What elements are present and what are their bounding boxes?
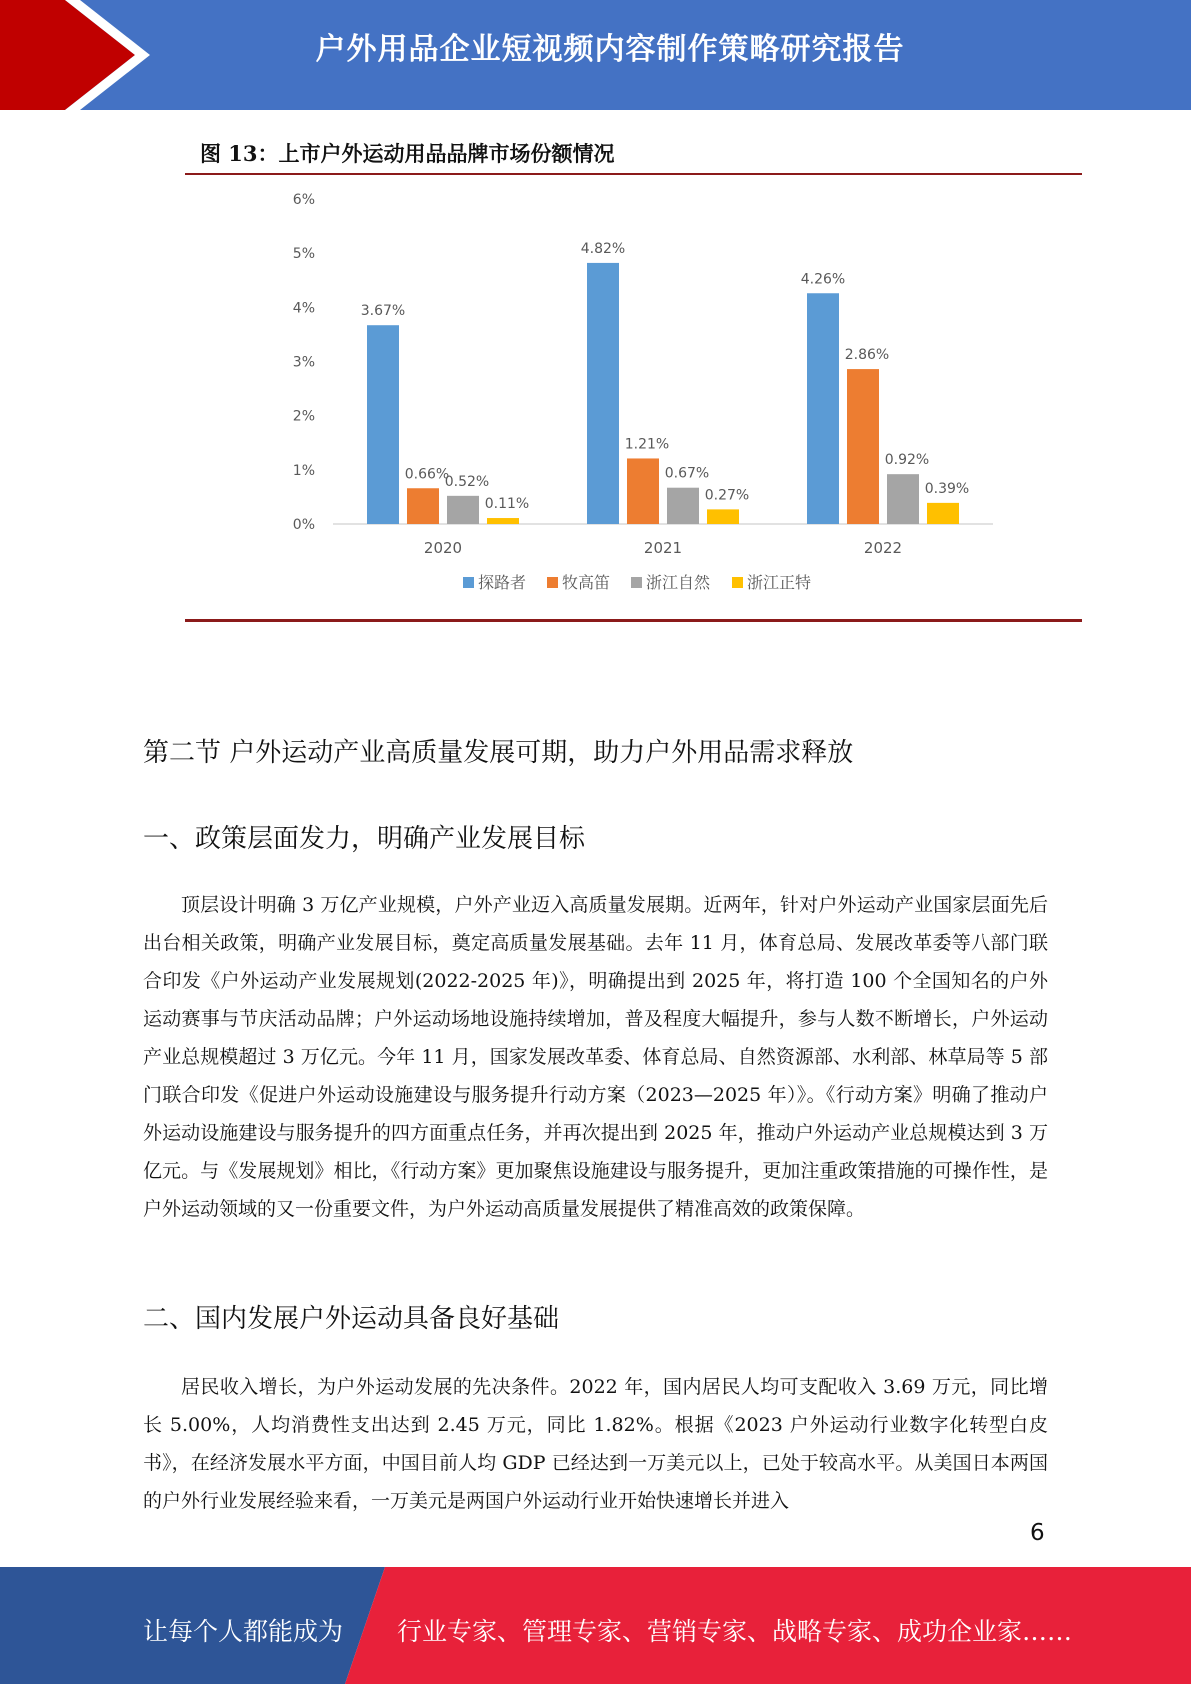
- data-label: 1.21%: [624, 436, 670, 453]
- bar: [447, 496, 479, 524]
- bar: [887, 474, 919, 524]
- legend-label: 牧高笛: [562, 573, 611, 592]
- data-label: 0.92%: [884, 452, 930, 469]
- bar: [707, 509, 739, 524]
- y-tick-label: 4%: [292, 300, 315, 317]
- legend-swatch: [732, 577, 743, 588]
- legend-label: 浙江自然: [646, 573, 711, 592]
- y-tick-label: 2%: [292, 408, 315, 425]
- y-tick-label: 5%: [292, 246, 315, 263]
- data-label: 0.39%: [924, 480, 970, 497]
- legend-swatch: [631, 577, 642, 588]
- bar: [807, 293, 839, 524]
- header-arrow-decoration: [0, 0, 160, 110]
- data-label: 0.67%: [664, 465, 710, 482]
- footer-slogan-left: 让每个人都能成为: [143, 1617, 344, 1646]
- data-label: 2.86%: [844, 347, 890, 364]
- data-label: 0.11%: [484, 496, 530, 513]
- legend-swatch: [547, 577, 558, 588]
- bar: [407, 488, 439, 524]
- bar: [627, 458, 659, 524]
- subsection-heading-policy: 一、政策层面发力，明确产业发展目标: [143, 824, 586, 854]
- section-heading: 第二节 户外运动产业高质量发展可期，助力户外用品需求释放: [143, 738, 854, 768]
- page-header: [0, 0, 1191, 110]
- footer-slogan-right: 行业专家、管理专家、营销专家、战略专家、成功企业家……: [397, 1617, 1073, 1646]
- y-tick-label: 0%: [292, 517, 315, 533]
- bar: [587, 263, 619, 524]
- data-label: 0.66%: [404, 466, 450, 483]
- data-label: 3.67%: [360, 303, 406, 320]
- bar: [367, 325, 399, 524]
- data-label: 0.27%: [704, 487, 750, 504]
- figure-caption: 图 13：上市户外运动用品品牌市场份额情况: [200, 141, 615, 166]
- income-paragraph: 居民收入增长，为户外运动发展的先决条件。2022 年，国内居民人均可支配收入 3.69 万元，同比增长 5.00%，人均消费性支出达到 2.45 万元，同比 1.82%。根据《2023 户外运动行业数字化转型白皮书》，在经济发展水平方面，中国目前人均 GDP 已经达到一万美元以上，已处于较高水平。从美国日本两国的户外行业发展经验来看，一万美元是两国户外运动行业开始快速增长并进入: [143, 1376, 1048, 1512]
- data-label: 4.82%: [580, 240, 626, 257]
- figure-top-rule: [185, 173, 1082, 175]
- subsection-heading-domestic: 二、国内发展户外运动具备良好基础: [143, 1304, 560, 1334]
- bar: [847, 369, 879, 524]
- data-label: 4.26%: [800, 271, 846, 288]
- y-tick-label: 3%: [292, 354, 315, 371]
- bar: [487, 518, 519, 524]
- legend-swatch: [463, 577, 474, 588]
- x-tick-label: 2020: [423, 539, 463, 557]
- y-tick-label: 6%: [292, 192, 315, 208]
- bar: [927, 503, 959, 524]
- market-share-bar-chart: [185, 180, 1082, 616]
- policy-paragraph: 顶层设计明确 3 万亿产业规模，户外产业迈入高质量发展期。近两年，针对户外运动产业国家层面先后出台相关政策，明确产业发展目标，奠定高质量发展基础。去年 11 月，体育总局、发展改革委等八部门联合印发《户外运动产业发展规划(2022-2025 年)》，明确提出到 2025 年，将打造 100 个全国知名的户外运动赛事与节庆活动品牌；户外运动场地设施持续增加，普及程度大幅提升，参与人数不断增长，户外运动产业总规模超过 3 万亿元。今年 11 月，国家发展改革委、体育总局、自然资源部、水利部、林草局等 5 部门联合印发《促进户外运动设施建设与服务提升行动方案（2023—2025 年）》。《行动方案》明确了推动户外运动设施建设与服务提升的四方面重点任务，并再次提出到 2025 年，推动户外运动产业总规模达到 3 万亿元。与《发展规划》相比，《行动方案》更加聚焦设施建设与服务提升，更加注重政策措施的可操作性，是户外运动领域的又一份重要文件，为户外运动高质量发展提供了精准高效的政策保障。: [143, 894, 1048, 1220]
- x-tick-label: 2022: [863, 539, 903, 557]
- bar: [667, 488, 699, 524]
- y-tick-label: 1%: [292, 462, 315, 479]
- data-label: 0.52%: [444, 473, 490, 490]
- page-number: 6: [1030, 1520, 1045, 1546]
- report-title: 户外用品企业短视频内容制作策略研究报告: [315, 32, 905, 67]
- legend-label: 浙江正特: [747, 573, 812, 592]
- legend-label: 探路者: [478, 573, 527, 592]
- figure-bottom-rule: [185, 619, 1082, 622]
- x-tick-label: 2021: [643, 539, 683, 557]
